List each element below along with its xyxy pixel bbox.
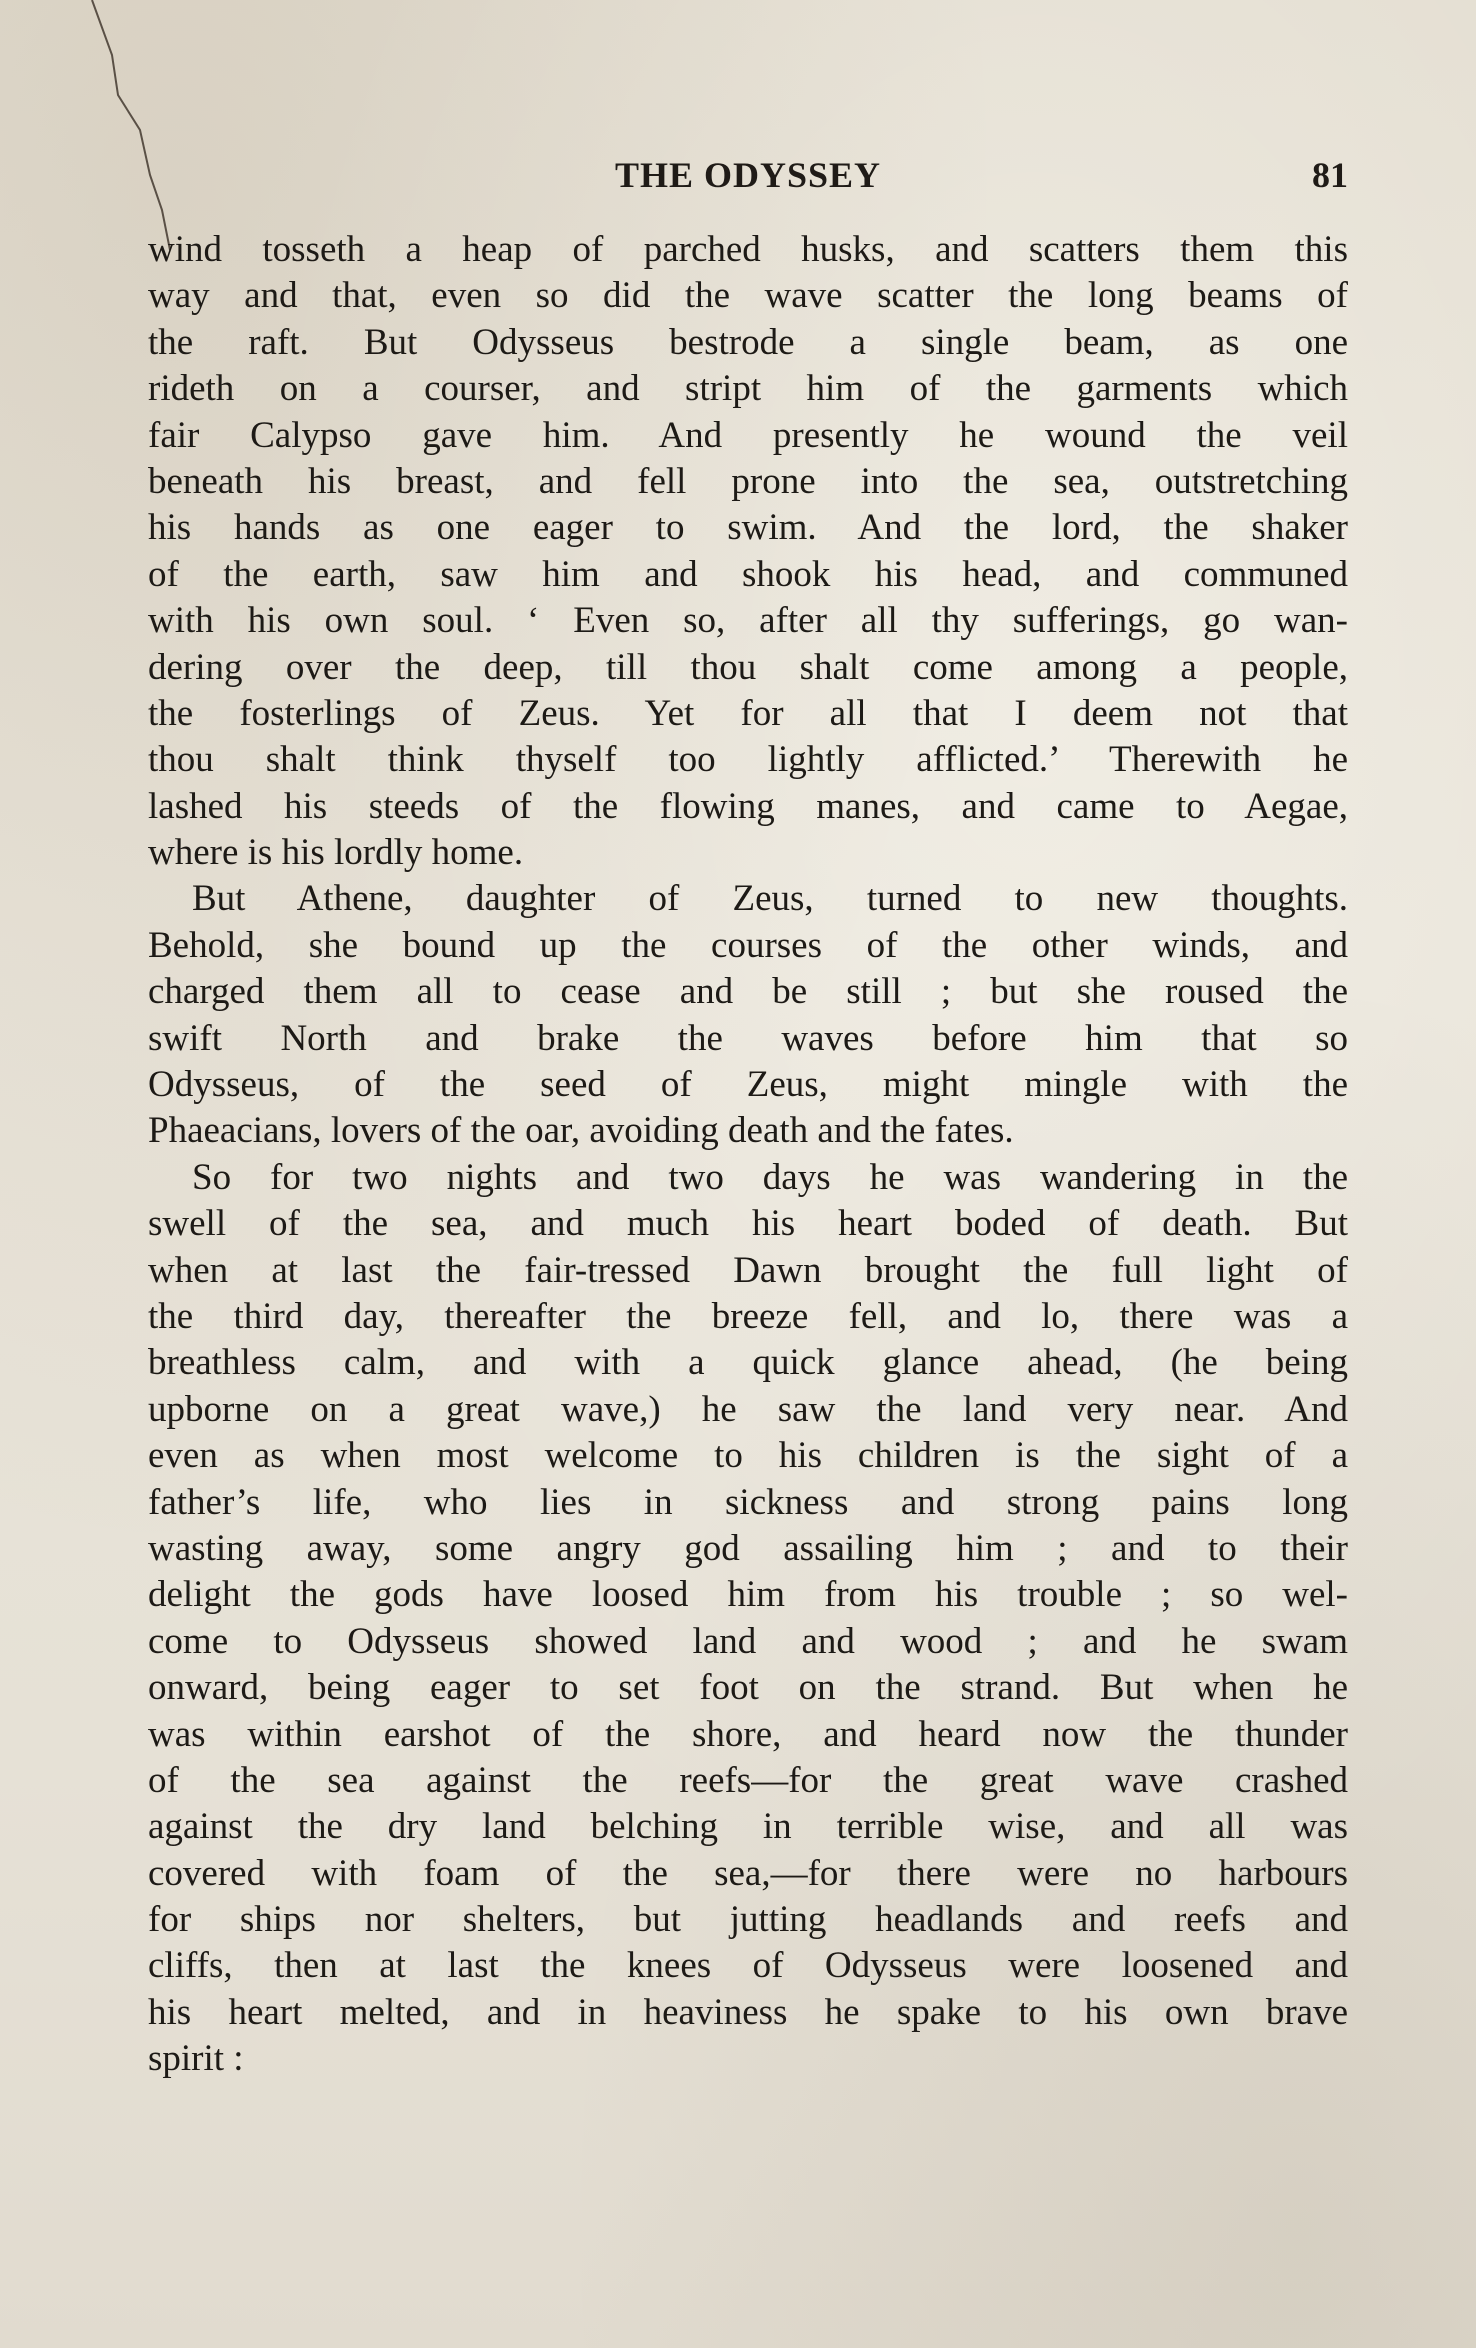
text-line: when at last the fair-tressed Dawn brought the full light of — [148, 1249, 1348, 1291]
text-line: swift North and brake the waves before him that so — [148, 1017, 1348, 1059]
body-text — [148, 227, 1348, 2083]
text-line: his hands as one eager to swim. And the lord, the shaker — [148, 507, 1348, 549]
text-line: onward, being eager to set foot on the strand. But when he — [148, 1667, 1348, 1709]
text-line: lashed his steeds of the flowing manes, and came to Aegae, — [148, 785, 1348, 827]
text-line: spirit : — [148, 2038, 244, 2080]
text-line: Odysseus, of the seed of Zeus, might mingle with the — [148, 1064, 1348, 1106]
text-line: cliffs, then at last the knees of Odysseus were loosened and — [148, 1945, 1348, 1987]
text-line: wasting away, some angry god assailing him ; and to their — [148, 1527, 1348, 1569]
text-line: his heart melted, and in heaviness he spake to his own brave — [148, 1991, 1348, 2033]
text-line: against the dry land belching in terrible wise, and all was — [148, 1806, 1348, 1848]
text-line: swell of the sea, and much his heart boded of death. But — [148, 1203, 1348, 1245]
text-line: fair Calypso gave him. And presently he wound the veil — [148, 414, 1348, 456]
text-line: where is his lordly home. — [148, 832, 524, 874]
text-line: the third day, thereafter the breeze fell, and lo, there was a — [148, 1295, 1348, 1337]
text-line: way and that, even so did the wave scatter the long beams of — [148, 275, 1348, 317]
text-line: thou shalt think thyself too lightly afflicted.’ Therewith he — [148, 739, 1348, 781]
running-title: THE ODYSSEY — [614, 155, 882, 195]
text-line: upborne on a great wave,) he saw the land very near. And — [148, 1388, 1348, 1430]
text-line: with his own soul. ‘ Even so, after all thy sufferings, go wan- — [148, 600, 1348, 642]
text-line: breathless calm, and with a quick glance ahead, (he being — [148, 1342, 1348, 1384]
text-line: dering over the deep, till thou shalt come among a people, — [148, 646, 1348, 688]
text-line: the fosterlings of Zeus. Yet for all that I deem not that — [148, 692, 1348, 734]
text-line: But Athene, daughter of Zeus, turned to new thoughts. — [192, 878, 1348, 920]
text-line: Behold, she bound up the courses of the other winds, and — [148, 924, 1348, 966]
page-number: 81 — [1312, 155, 1348, 195]
text-line: beneath his breast, and fell prone into the sea, outstretching — [148, 460, 1348, 502]
text-line: delight the gods have loosed him from his trouble ; so wel- — [148, 1574, 1348, 1616]
text-line: come to Odysseus showed land and wood ; and he swam — [148, 1620, 1348, 1662]
running-head — [148, 150, 1348, 200]
text-line: of the sea against the reefs—for the great wave crashed — [148, 1759, 1348, 1801]
text-line: the raft. But Odysseus bestrode a single beam, as one — [148, 321, 1348, 363]
text-line: rideth on a courser, and stript him of the garments which — [148, 368, 1348, 410]
text-line: of the earth, saw him and shook his head, and communed — [148, 553, 1348, 595]
text-line: wind tosseth a heap of parched husks, and scatters them this — [148, 229, 1348, 270]
text-line: for ships nor shelters, but jutting headlands and reefs and — [148, 1899, 1348, 1941]
text-line: father’s life, who lies in sickness and strong pains long — [148, 1481, 1348, 1523]
text-line: charged them all to cease and be still ; but she roused the — [148, 971, 1348, 1013]
text-line: covered with foam of the sea,—for there were no harbours — [148, 1852, 1348, 1894]
text-line: was within earshot of the shore, and heard now the thunder — [148, 1713, 1348, 1755]
text-line: So for two nights and two days he was wandering in the — [192, 1156, 1348, 1198]
text-line: Phaeacians, lovers of the oar, avoiding death and the fates. — [148, 1110, 1014, 1152]
text-line: even as when most welcome to his children is the sight of a — [148, 1435, 1348, 1477]
